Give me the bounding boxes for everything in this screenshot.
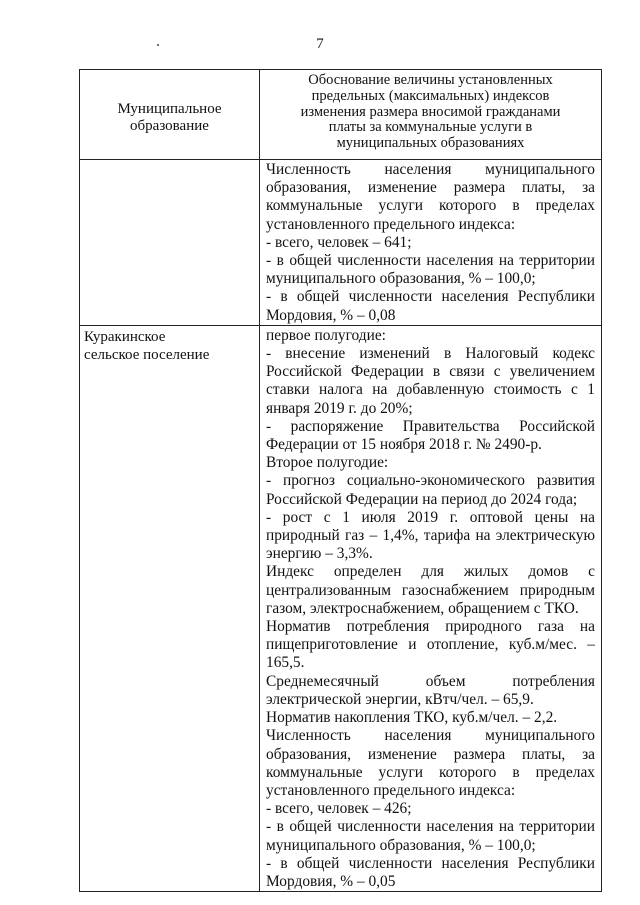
paragraph: Норматив накопления ТКО, куб.м/чел. – 2,2. (266, 709, 558, 727)
header-line: Муниципальное (117, 100, 222, 117)
header-line: Обоснование величины установленных (308, 72, 553, 88)
table-row (80, 325, 602, 891)
paragraph: - в общей численности населения Республики Мордовия, % – 0,08 (266, 288, 595, 324)
paragraph: - внесение изменений в Налоговый кодекс Российской Федерации в связи с увеличением ставки налога на добавленную стоимость с 1 января 2019 г. до 20%; (266, 345, 595, 417)
justification-cell (260, 160, 602, 326)
paragraph: - распоряжение Правительства Российской Федерации от 15 ноября 2018 г. № 2490-р. (266, 417, 595, 454)
justification-cell (260, 325, 602, 891)
paragraph: - рост с 1 июля 2019 г. оптовой цены на природный газ – 1,4%, тарифа на электрическую энергию – 3,3%. (266, 508, 595, 563)
table-header-row (80, 70, 602, 160)
paragraph: Среднемесячный объем потребления электрической энергии, кВтч/чел. – 65,9. (266, 672, 595, 708)
header-line: платы за коммунальные услуги в (328, 119, 533, 136)
paragraph: Норматив потребления природного газа на пищеприготовление и отопление, куб.м/мес. – 165,5. (266, 618, 595, 672)
page-number: 7 (316, 36, 324, 52)
municipality-name: сельское поселение (84, 346, 210, 363)
header-municipality (80, 70, 260, 160)
paragraph: Индекс определен для жилых домов с централизованным газоснабжением природным газом, электроснабжением, обращением с ТКО. (266, 563, 595, 617)
paragraph: - всего, человек – 641; (266, 233, 412, 251)
header-line: предельных (максимальных) индексов (311, 87, 550, 104)
paragraph: первое полугодие: (266, 326, 386, 344)
paragraph: Численность населения муниципального образования, изменение размера платы, за коммунальные услуги которого в пределах установленного предельного индекса: (266, 727, 595, 799)
paragraph: - в общей численности населения на территории муниципального образования, % – 100,0; (266, 818, 595, 854)
header-line: муниципальных образованиях (336, 135, 525, 152)
municipality-name: Куракинское (84, 328, 166, 345)
paragraph: - в общей численности населения на территории муниципального образования, % – 100,0; (266, 252, 595, 288)
table-row (80, 160, 602, 326)
header-justification (260, 70, 602, 160)
header-line: образование (130, 117, 209, 134)
tariff-index-table (79, 69, 602, 892)
municipality-name-cell (80, 325, 260, 891)
paragraph: Второе полугодие: (266, 454, 389, 472)
paragraph: - в общей численности населения Республики Мордовия, % – 0,05 (266, 854, 595, 890)
paragraph: Численность населения муниципального образования, изменение размера платы, за коммунальные услуги которого в пределах установленного предельного индекса: (266, 161, 595, 233)
header-line: изменения размера вносимой гражданами (300, 103, 561, 120)
paragraph: - всего, человек – 426; (266, 800, 412, 818)
paragraph: - прогноз социально-экономического развития Российской Федерации на период до 2024 года; (266, 472, 595, 508)
scan-speck (157, 44, 159, 46)
municipality-name-cell (80, 160, 260, 326)
